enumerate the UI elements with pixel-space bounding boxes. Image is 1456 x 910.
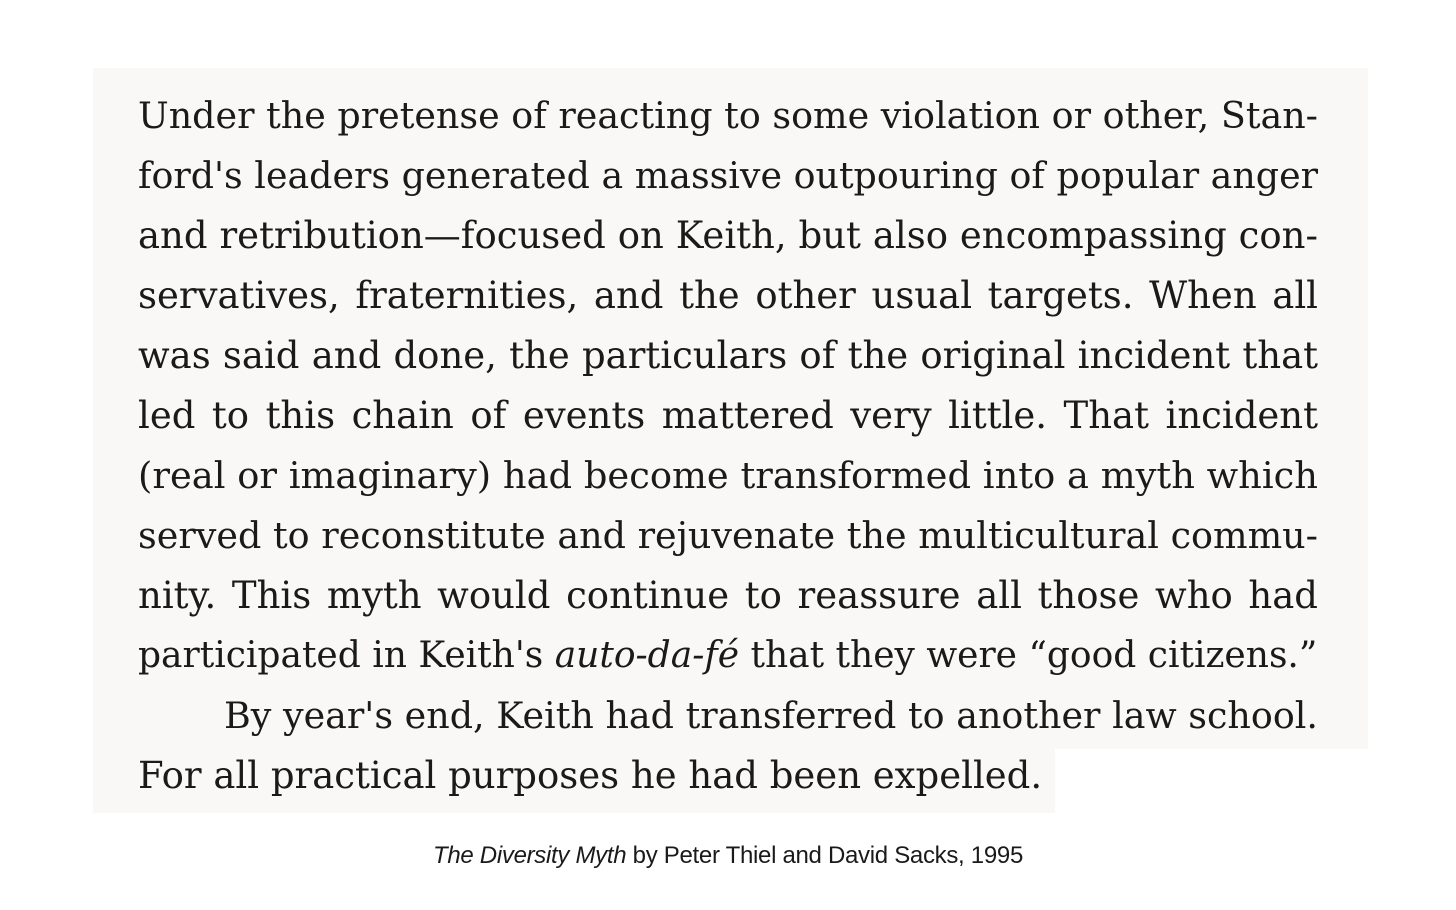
excerpt-line-12: For all practical purposes he had been expelled. xyxy=(138,754,1043,797)
excerpt-line-1: Under the pretense of reacting to some violation or other, Stan- xyxy=(138,94,1318,137)
excerpt-line-6: led to this chain of events mattered very little. That incident xyxy=(138,394,1318,437)
excerpt-line-3: and retribution—focused on Keith, but also encompassing con- xyxy=(138,214,1318,257)
excerpt-line-4: servatives, fraternities, and the other usual targets. When all xyxy=(138,274,1318,317)
excerpt-line-10 xyxy=(138,626,1318,686)
excerpt-line-2: ford's leaders generated a massive outpouring of popular anger xyxy=(138,154,1318,197)
source-caption xyxy=(0,842,1456,870)
excerpt-line-9: nity. This myth would continue to reassure all those who had xyxy=(138,574,1318,617)
excerpt-line-7: (real or imaginary) had become transformed into a myth which xyxy=(138,454,1318,497)
auto-da-fe-term: auto-da-fé xyxy=(554,635,740,676)
excerpt-line-10-end: that they were “good citizens.” xyxy=(739,635,1318,676)
book-excerpt xyxy=(138,86,1318,806)
book-title: The Diversity Myth xyxy=(432,842,627,869)
excerpt-line-5: was said and done, the particulars of the original incident that xyxy=(138,334,1318,377)
excerpt-line-11: By year's end, Keith had transferred to another law school. xyxy=(224,694,1318,737)
excerpt-line-8: served to reconstitute and rejuvenate the multicultural commu- xyxy=(138,514,1318,557)
excerpt-line-10-start: participated in Keith's xyxy=(138,635,555,676)
book-attribution: by Peter Thiel and David Sacks, 1995 xyxy=(626,842,1023,869)
